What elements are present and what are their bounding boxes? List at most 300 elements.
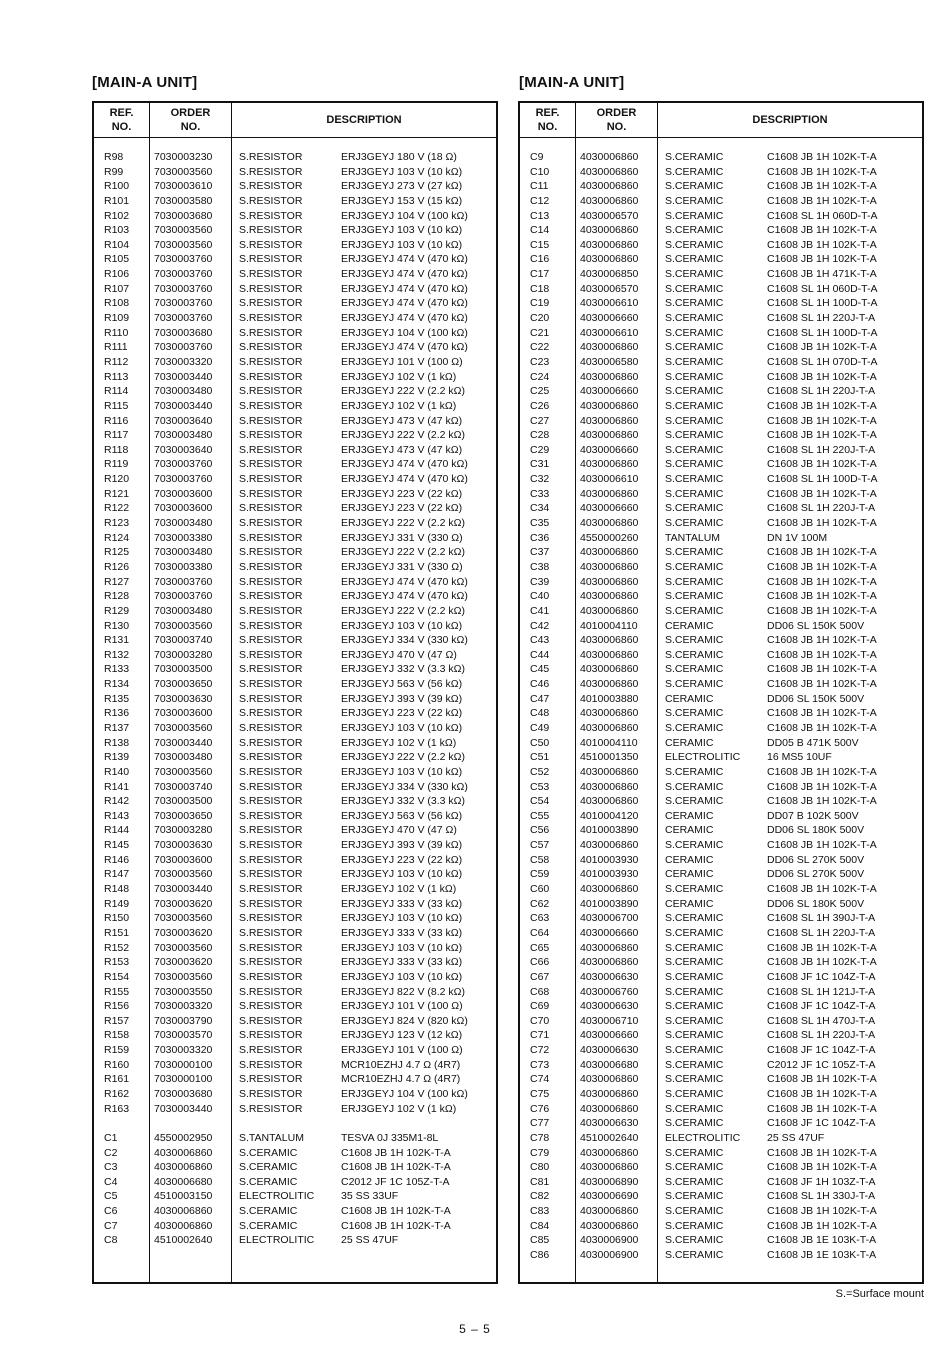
- table-row: [94, 750, 496, 765]
- ref-no-cell: R115: [104, 399, 129, 412]
- header-text: NO.: [180, 121, 201, 133]
- table-row: [520, 1043, 922, 1058]
- ref-no-cell: R134: [104, 678, 130, 691]
- part-spec-cell: ERJ3GEYJ 104 V (100 kΩ): [341, 1088, 468, 1100]
- part-type-cell: TANTALUM: [665, 531, 721, 544]
- ref-no-cell: C41: [530, 604, 550, 617]
- ref-no-cell: C13: [530, 209, 550, 222]
- ref-no-cell: C78: [530, 1131, 550, 1144]
- part-type-cell: S.CERAMIC: [239, 1205, 298, 1218]
- part-type-cell: S.RESISTOR: [239, 970, 303, 983]
- part-type-cell: CERAMIC: [665, 809, 714, 822]
- ref-no-cell: C70: [530, 1014, 550, 1027]
- ref-no-cell: R143: [104, 809, 130, 822]
- ref-no-cell: R99: [104, 165, 124, 178]
- part-spec-cell: C1608 JB 1H 102K-T-A: [767, 839, 877, 852]
- table-row: [94, 370, 496, 385]
- part-spec-cell: C1608 JB 1H 102K-T-A: [767, 341, 877, 354]
- table-row: [94, 1058, 496, 1073]
- part-type-cell: S.CERAMIC: [665, 1014, 724, 1027]
- order-no-cell: 4030006630: [580, 1044, 639, 1057]
- part-type-cell: CERAMIC: [665, 853, 714, 866]
- part-spec-cell: ERJ3GEYJ 333 V (33 kΩ): [341, 897, 463, 910]
- part-type-cell: S.RESISTOR: [239, 985, 303, 998]
- ref-no-cell: R126: [104, 560, 130, 573]
- part-type-cell: S.CERAMIC: [665, 297, 724, 310]
- part-spec-cell: ERJ3GEYJ 474 V (470 kΩ): [341, 268, 468, 281]
- part-spec-cell: C1608 JF 1C 104Z-T-A: [767, 1000, 876, 1013]
- table-row: [520, 1028, 922, 1043]
- part-spec-cell: C1608 JB 1H 102K-T-A: [341, 1146, 451, 1159]
- order-no-cell: 4030006860: [580, 1219, 639, 1232]
- part-type-cell: S.CERAMIC: [665, 707, 724, 720]
- part-spec-cell: ERJ3GEYJ 103 V (10 kΩ): [341, 721, 463, 734]
- part-type-cell: S.RESISTOR: [239, 721, 303, 734]
- part-type-cell: S.CERAMIC: [665, 209, 724, 222]
- part-type-cell: S.RESISTOR: [239, 1102, 303, 1115]
- ref-no-cell: R116: [104, 414, 129, 427]
- table-row: [520, 955, 922, 970]
- order-no-cell: 4030006570: [580, 282, 639, 295]
- order-no-header: [576, 103, 657, 137]
- part-type-cell: S.CERAMIC: [665, 517, 724, 530]
- part-type-cell: ELECTROLITIC: [665, 1131, 741, 1144]
- ref-no-cell: R158: [104, 1029, 130, 1042]
- table-row: [94, 282, 496, 297]
- part-type-cell: S.RESISTOR: [239, 780, 303, 793]
- table-row: [520, 165, 922, 180]
- ref-no-cell: C54: [530, 795, 550, 808]
- part-spec-cell: C1608 JB 1H 102K-T-A: [767, 429, 877, 442]
- part-type-cell: S.CERAMIC: [665, 443, 724, 456]
- part-spec-cell: C2012 JF 1C 105Z-T-A: [341, 1175, 450, 1188]
- ref-no-cell: C82: [530, 1190, 550, 1203]
- part-spec-cell: C1608 SL 1H 220J-T-A: [767, 502, 876, 515]
- part-spec-cell: MCR10EZHJ 4.7 Ω (4R7): [341, 1058, 461, 1071]
- ref-no-cell: R138: [104, 736, 130, 749]
- ref-no-cell: R108: [104, 297, 130, 310]
- part-type-cell: S.CERAMIC: [665, 165, 724, 178]
- table-row: [94, 575, 496, 590]
- part-type-cell: S.RESISTOR: [239, 604, 303, 617]
- ref-no-cell: R119: [104, 458, 129, 471]
- description-header: [232, 103, 496, 137]
- part-spec-cell: C1608 JB 1H 102K-T-A: [767, 780, 877, 793]
- left-unit-title: [MAIN-A UNIT]: [92, 74, 198, 91]
- order-no-cell: 4030006860: [580, 370, 639, 383]
- table-row: [520, 1248, 922, 1263]
- part-type-cell: S.RESISTOR: [239, 429, 303, 442]
- table-row: [520, 179, 922, 194]
- table-row: [94, 457, 496, 472]
- table-row: [520, 867, 922, 882]
- part-type-cell: S.CERAMIC: [239, 1146, 298, 1159]
- table-row: [94, 1189, 496, 1204]
- table-row: [520, 750, 922, 765]
- part-type-cell: CERAMIC: [665, 692, 714, 705]
- order-no-cell: 7030003560: [154, 765, 213, 778]
- order-no-cell: 7030003740: [154, 780, 213, 793]
- page-number: 5 – 5: [459, 1322, 491, 1336]
- ref-no-cell: C84: [530, 1219, 550, 1232]
- ref-no-cell: C51: [530, 751, 550, 764]
- part-spec-cell: ERJ3GEYJ 474 V (470 kΩ): [341, 253, 468, 266]
- part-type-cell: S.CERAMIC: [665, 355, 724, 368]
- ref-no-cell: C48: [530, 707, 550, 720]
- part-spec-cell: C1608 JF 1C 104Z-T-A: [767, 970, 876, 983]
- order-no-cell: 7030003760: [154, 341, 213, 354]
- part-spec-cell: DD06 SL 180K 500V: [767, 897, 865, 910]
- order-no-cell: 7030003480: [154, 751, 213, 764]
- part-type-cell: S.CERAMIC: [665, 1234, 724, 1247]
- part-spec-cell: C1608 SL 1H 220J-T-A: [767, 385, 876, 398]
- table-row: [520, 1131, 922, 1146]
- part-type-cell: S.RESISTOR: [239, 224, 303, 237]
- part-type-cell: ELECTROLITIC: [239, 1234, 315, 1247]
- part-spec-cell: ERJ3GEYJ 333 V (33 kΩ): [341, 956, 463, 969]
- part-type-cell: S.RESISTOR: [239, 487, 303, 500]
- order-no-cell: 4010004110: [580, 619, 638, 632]
- order-no-cell: 7030003480: [154, 604, 213, 617]
- order-no-cell: 4030006860: [580, 604, 639, 617]
- part-type-cell: S.CERAMIC: [665, 1073, 724, 1086]
- ref-no-cell: R98: [104, 151, 124, 163]
- ref-no-cell: C67: [530, 970, 550, 983]
- ref-no-cell: C63: [530, 912, 550, 925]
- part-spec-cell: MCR10EZHJ 4.7 Ω (4R7): [341, 1073, 461, 1086]
- right-rows: [520, 150, 922, 1263]
- order-no-cell: 4030006860: [580, 883, 639, 896]
- part-type-cell: S.CERAMIC: [665, 546, 724, 559]
- order-no-cell: 4030006630: [580, 1000, 639, 1013]
- part-spec-cell: C1608 SL 1H 220J-T-A: [767, 312, 876, 325]
- ref-no-cell: R117: [104, 429, 129, 442]
- ref-no-cell: C31: [530, 458, 550, 471]
- table-row: [94, 809, 496, 824]
- part-type-cell: S.RESISTOR: [239, 194, 303, 207]
- part-type-cell: S.RESISTOR: [239, 268, 303, 281]
- ref-no-cell: C15: [530, 238, 550, 251]
- part-spec-cell: ERJ3GEYJ 474 V (470 kΩ): [341, 341, 468, 354]
- table-row: [94, 985, 496, 1000]
- order-no-cell: 7030003650: [154, 809, 213, 822]
- table-row: [94, 604, 496, 619]
- part-spec-cell: ERJ3GEYJ 153 V (15 kΩ): [341, 194, 463, 207]
- order-no-cell: 7030003760: [154, 458, 213, 471]
- ref-no-cell: C8: [104, 1234, 118, 1247]
- part-spec-cell: C1608 SL 1H 330J-T-A: [767, 1190, 876, 1203]
- part-spec-cell: C1608 JB 1H 102K-T-A: [767, 1102, 877, 1115]
- table-row: [94, 472, 496, 487]
- table-row: [94, 399, 496, 414]
- table-row: [94, 487, 496, 502]
- part-type-cell: S.RESISTOR: [239, 443, 303, 456]
- part-type-cell: CERAMIC: [665, 619, 714, 632]
- part-type-cell: S.CERAMIC: [665, 1117, 724, 1130]
- part-type-cell: ELECTROLITIC: [665, 751, 741, 764]
- ref-no-cell: C5: [104, 1190, 118, 1203]
- table-row: [520, 326, 922, 341]
- part-type-cell: S.RESISTOR: [239, 883, 303, 896]
- table-row: [520, 794, 922, 809]
- table-row: [520, 560, 922, 575]
- part-spec-cell: 25 SS 47UF: [341, 1234, 399, 1247]
- part-type-cell: S.CERAMIC: [665, 590, 724, 603]
- ref-no-cell: R133: [104, 663, 130, 676]
- ref-no-cell: C80: [530, 1161, 550, 1174]
- part-spec-cell: 35 SS 33UF: [341, 1190, 399, 1203]
- order-no-cell: 4030006860: [580, 575, 639, 588]
- part-spec-cell: C1608 JB 1H 102K-T-A: [767, 678, 877, 691]
- order-no-cell: 4030006860: [580, 487, 639, 500]
- part-type-cell: S.CERAMIC: [665, 1088, 724, 1100]
- part-spec-cell: DD06 SL 270K 500V: [767, 853, 865, 866]
- order-no-cell: 4030006710: [580, 1014, 639, 1027]
- order-no-cell: 4030006860: [580, 560, 639, 573]
- ref-no-cell: C34: [530, 502, 550, 515]
- order-no-cell: 7030003680: [154, 326, 213, 339]
- ref-no-cell: R154: [104, 970, 130, 983]
- order-no-cell: 4030006890: [580, 1175, 639, 1188]
- table-row: [520, 1116, 922, 1131]
- ref-no-cell: R162: [104, 1088, 130, 1100]
- ref-no-cell: C44: [530, 648, 550, 661]
- ref-no-header: [520, 103, 575, 137]
- ref-no-cell: C75: [530, 1088, 550, 1100]
- part-spec-cell: C1608 JB 1H 102K-T-A: [767, 590, 877, 603]
- order-no-cell: 7030003550: [154, 985, 213, 998]
- order-no-cell: 4030006860: [580, 238, 639, 251]
- part-spec-cell: ERJ3GEYJ 104 V (100 kΩ): [341, 209, 468, 222]
- part-type-cell: S.CERAMIC: [665, 663, 724, 676]
- part-type-cell: S.RESISTOR: [239, 853, 303, 866]
- ref-no-cell: R132: [104, 648, 130, 661]
- part-type-cell: S.RESISTOR: [239, 297, 303, 310]
- ref-no-cell: R139: [104, 751, 130, 764]
- order-no-cell: 4030006860: [580, 399, 639, 412]
- order-no-cell: 7030003740: [154, 634, 213, 647]
- order-no-cell: 4030006630: [580, 970, 639, 983]
- header-text: ORDER: [170, 107, 211, 119]
- ref-no-cell: R148: [104, 883, 130, 896]
- order-no-cell: 7030000100: [154, 1058, 213, 1071]
- table-row: [520, 765, 922, 780]
- ref-no-cell: C1: [104, 1131, 118, 1144]
- part-type-cell: S.RESISTOR: [239, 1088, 303, 1100]
- part-type-cell: S.CERAMIC: [665, 721, 724, 734]
- ref-no-cell: C2: [104, 1146, 118, 1159]
- ref-no-cell: C19: [530, 297, 550, 310]
- order-no-cell: 7030003680: [154, 209, 213, 222]
- part-spec-cell: C1608 JB 1H 102K-T-A: [767, 546, 877, 559]
- left-rows: [94, 150, 496, 1248]
- order-no-cell: 4030006570: [580, 209, 639, 222]
- part-spec-cell: ERJ3GEYJ 332 V (3.3 kΩ): [341, 795, 465, 808]
- table-row: [520, 252, 922, 267]
- part-spec-cell: ERJ3GEYJ 103 V (10 kΩ): [341, 224, 463, 237]
- ref-no-cell: R102: [104, 209, 130, 222]
- table-row: [520, 1072, 922, 1087]
- order-no-cell: 4030006860: [580, 780, 639, 793]
- part-spec-cell: C1608 JB 1H 102K-T-A: [767, 634, 877, 647]
- part-spec-cell: C1608 JB 1H 102K-T-A: [767, 604, 877, 617]
- order-no-cell: 4030006660: [580, 385, 639, 398]
- part-type-cell: S.RESISTOR: [239, 546, 303, 559]
- table-row: [94, 706, 496, 721]
- order-no-cell: 7030003480: [154, 429, 213, 442]
- table-row: [94, 165, 496, 180]
- order-no-cell: 4030006860: [580, 678, 639, 691]
- order-no-cell: 4030006860: [580, 1161, 639, 1174]
- order-no-cell: 4030006660: [580, 443, 639, 456]
- part-spec-cell: C1608 JB 1H 102K-T-A: [767, 487, 877, 500]
- part-spec-cell: ERJ3GEYJ 222 V (2.2 kΩ): [341, 604, 465, 617]
- order-no-cell: 4010003880: [580, 692, 639, 705]
- table-row: [520, 384, 922, 399]
- ref-no-cell: C81: [530, 1175, 550, 1188]
- part-spec-cell: ERJ3GEYJ 103 V (10 kΩ): [341, 868, 463, 881]
- part-spec-cell: ERJ3GEYJ 473 V (47 kΩ): [341, 414, 463, 427]
- table-row: [520, 999, 922, 1014]
- ref-no-cell: R147: [104, 868, 130, 881]
- part-type-cell: S.CERAMIC: [665, 648, 724, 661]
- ref-no-cell: C16: [530, 253, 550, 266]
- part-spec-cell: C1608 JB 1E 103K-T-A: [767, 1249, 877, 1262]
- part-spec-cell: ERJ3GEYJ 334 V (330 kΩ): [341, 780, 468, 793]
- part-spec-cell: ERJ3GEYJ 563 V (56 kΩ): [341, 678, 463, 691]
- ref-no-cell: R137: [104, 721, 130, 734]
- part-spec-cell: C1608 JB 1H 102K-T-A: [767, 224, 877, 237]
- part-spec-cell: ERJ3GEYJ 222 V (2.2 kΩ): [341, 517, 465, 530]
- ref-no-cell: C6: [104, 1205, 118, 1218]
- ref-no-cell: C59: [530, 868, 550, 881]
- part-type-cell: CERAMIC: [665, 868, 714, 881]
- table-row: [520, 897, 922, 912]
- ref-no-cell: C65: [530, 941, 550, 954]
- part-type-cell: S.RESISTOR: [239, 692, 303, 705]
- part-type-cell: S.RESISTOR: [239, 355, 303, 368]
- right-unit-title: [MAIN-A UNIT]: [519, 74, 625, 91]
- order-no-cell: 4030006850: [580, 268, 639, 281]
- surface-mount-footnote: S.=Surface mount: [835, 1288, 924, 1300]
- ref-no-cell: C32: [530, 473, 550, 486]
- part-type-cell: S.RESISTOR: [239, 326, 303, 339]
- part-spec-cell: C1608 JB 1H 102K-T-A: [341, 1219, 451, 1232]
- table-row: [520, 223, 922, 238]
- header-divider: [520, 137, 922, 138]
- ref-no-cell: C79: [530, 1146, 550, 1159]
- part-type-cell: S.CERAMIC: [665, 560, 724, 573]
- table-row: [94, 692, 496, 707]
- ref-no-cell: C85: [530, 1234, 550, 1247]
- order-no-cell: 7030003620: [154, 926, 213, 939]
- ref-no-cell: R123: [104, 517, 130, 530]
- part-type-cell: S.CERAMIC: [665, 1190, 724, 1203]
- part-type-cell: S.RESISTOR: [239, 165, 303, 178]
- part-type-cell: S.CERAMIC: [665, 180, 724, 193]
- ref-no-cell: C28: [530, 429, 550, 442]
- part-type-cell: S.CERAMIC: [665, 487, 724, 500]
- part-spec-cell: C1608 JB 1H 102K-T-A: [767, 795, 877, 808]
- order-no-cell: 4030006860: [154, 1146, 213, 1159]
- description-header: [658, 103, 922, 137]
- part-type-cell: S.CERAMIC: [665, 941, 724, 954]
- order-no-cell: 7030003440: [154, 883, 213, 896]
- order-no-cell: 7030003380: [154, 560, 213, 573]
- part-type-cell: S.RESISTOR: [239, 824, 303, 837]
- ref-no-cell: R140: [104, 765, 130, 778]
- order-no-cell: 4010003890: [580, 897, 639, 910]
- part-type-cell: S.RESISTOR: [239, 809, 303, 822]
- right-parts-table: [518, 101, 924, 1284]
- table-row: [94, 1102, 496, 1117]
- order-no-cell: 7030003280: [154, 648, 213, 661]
- part-spec-cell: C1608 SL 1H 470J-T-A: [767, 1014, 876, 1027]
- part-type-cell: S.RESISTOR: [239, 517, 303, 530]
- header-text: DESCRIPTION: [326, 114, 402, 126]
- table-row: [94, 838, 496, 853]
- order-no-cell: 4030006610: [580, 297, 639, 310]
- ref-no-cell: C58: [530, 853, 550, 866]
- order-no-cell: 7030000100: [154, 1073, 213, 1086]
- order-no-cell: 7030003580: [154, 194, 213, 207]
- part-type-cell: S.CERAMIC: [665, 326, 724, 339]
- part-spec-cell: C1608 JB 1H 471K-T-A: [767, 268, 877, 281]
- ref-no-cell: C7: [104, 1219, 118, 1232]
- table-row: [94, 589, 496, 604]
- order-no-cell: 7030003380: [154, 531, 213, 544]
- part-type-cell: S.RESISTOR: [239, 912, 303, 925]
- table-row: [520, 282, 922, 297]
- part-type-cell: S.CERAMIC: [239, 1219, 298, 1232]
- table-row: [520, 985, 922, 1000]
- order-no-cell: 4030006660: [580, 312, 639, 325]
- part-type-cell: S.RESISTOR: [239, 765, 303, 778]
- ref-no-cell: R131: [104, 634, 130, 647]
- order-no-cell: 4030006860: [580, 956, 639, 969]
- part-spec-cell: C1608 JB 1H 102K-T-A: [767, 956, 877, 969]
- table-row: [520, 1058, 922, 1073]
- order-no-cell: 4030006580: [580, 355, 639, 368]
- left-parts-table: [92, 101, 498, 1284]
- table-row: [520, 370, 922, 385]
- part-type-cell: S.RESISTOR: [239, 1044, 303, 1057]
- table-row: [94, 765, 496, 780]
- part-spec-cell: C1608 JB 1H 102K-T-A: [767, 1088, 877, 1100]
- part-spec-cell: C1608 JB 1H 102K-T-A: [767, 370, 877, 383]
- table-row: [94, 911, 496, 926]
- ref-no-cell: C74: [530, 1073, 550, 1086]
- part-spec-cell: ERJ3GEYJ 101 V (100 Ω): [341, 1044, 463, 1057]
- part-type-cell: S.CERAMIC: [665, 1029, 724, 1042]
- part-type-cell: S.TANTALUM: [239, 1131, 304, 1144]
- order-no-cell: 7030003760: [154, 590, 213, 603]
- table-row: [520, 487, 922, 502]
- part-type-cell: S.CERAMIC: [665, 194, 724, 207]
- ref-no-cell: R152: [104, 941, 130, 954]
- part-type-cell: S.CERAMIC: [665, 1161, 724, 1174]
- order-no-cell: 7030003480: [154, 546, 213, 559]
- order-no-cell: 7030003280: [154, 824, 213, 837]
- order-no-cell: 7030003610: [154, 180, 213, 193]
- ref-no-cell: C25: [530, 385, 550, 398]
- part-type-cell: S.CERAMIC: [665, 224, 724, 237]
- order-no-cell: 4030006860: [580, 707, 639, 720]
- table-row: [520, 780, 922, 795]
- part-type-cell: S.RESISTOR: [239, 956, 303, 969]
- part-type-cell: S.CERAMIC: [665, 678, 724, 691]
- part-type-cell: S.RESISTOR: [239, 180, 303, 193]
